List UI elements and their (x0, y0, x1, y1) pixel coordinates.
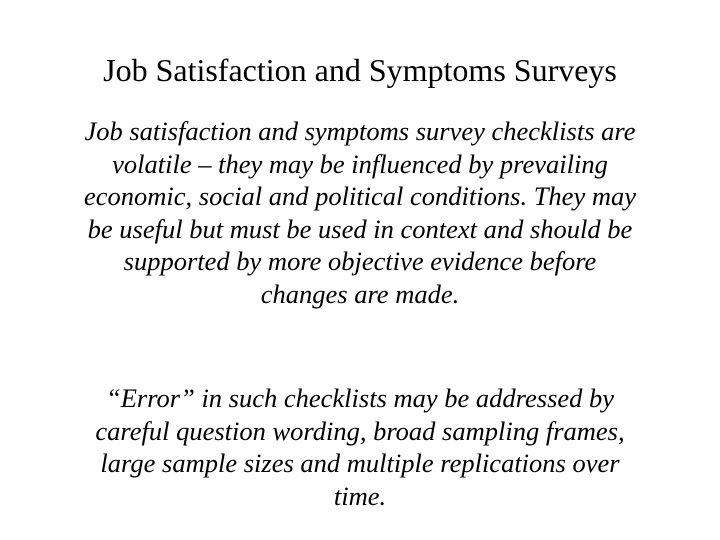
paragraph-line: be useful but must be used in context and should be (87, 213, 633, 244)
paragraph-line: supported by more objective evidence before (123, 246, 597, 277)
paragraph-line: large sample sizes and multiple replications over (100, 448, 620, 479)
paragraph-line: changes are made. (260, 278, 460, 309)
paragraph-line: Job satisfaction and symptoms survey checklists are (84, 116, 636, 146)
paragraph-line: “Error” in such checklists may be addressed by (105, 383, 615, 413)
slide-title: Job Satisfaction and Symptoms Surveys (103, 52, 617, 88)
paragraph-line: careful question wording, broad sampling frames, (95, 415, 625, 446)
paragraph-line: time. (333, 480, 387, 511)
paragraph-line: volatile – they may be influenced by prevailing (112, 148, 608, 179)
body-paragraph-volatility (40, 115, 680, 311)
paragraph-line: economic, social and political conditions. They may (84, 181, 636, 212)
body-paragraph-error (40, 382, 680, 512)
